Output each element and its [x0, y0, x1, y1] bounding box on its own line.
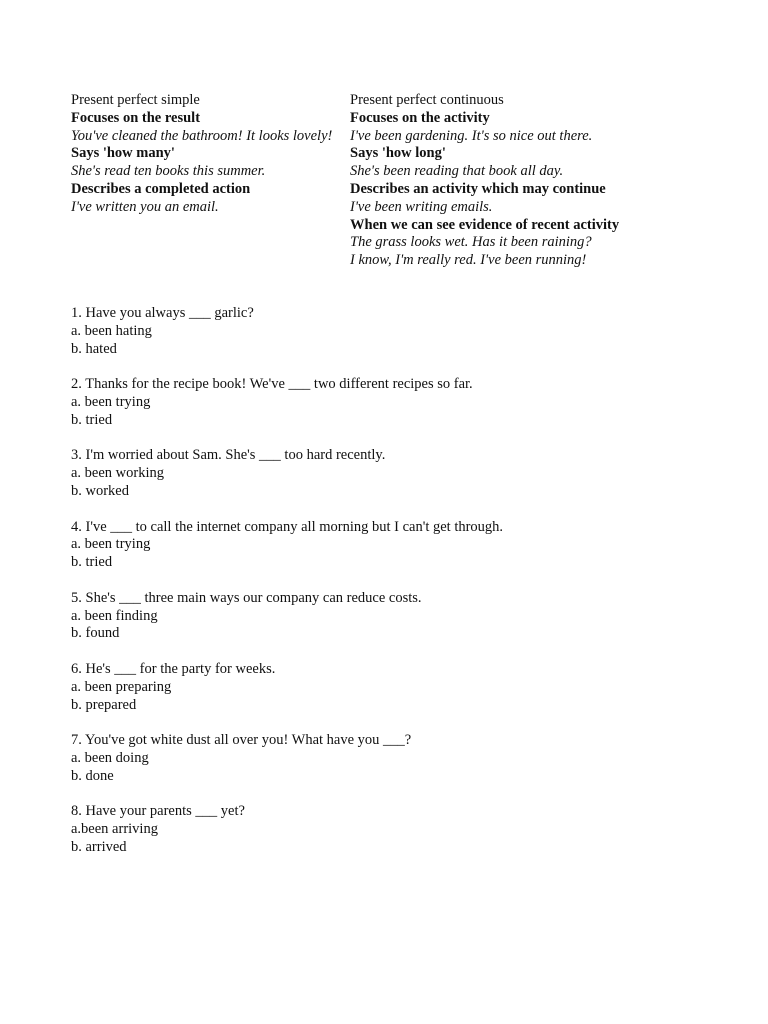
question-3	[71, 447, 711, 500]
answer-option-b: b. tried	[71, 554, 113, 571]
answer-option-b: b. hated	[71, 340, 117, 357]
answer-option-a: a. been doing	[71, 749, 149, 766]
answer-option-a: a. been working	[71, 465, 165, 482]
answer-option-a: a.been arriving	[71, 821, 158, 838]
usage-example: I've been writing emails.	[350, 198, 493, 215]
usage-example: You've cleaned the bathroom! It looks lovely!	[71, 127, 333, 144]
answer-option-b: b. worked	[71, 482, 129, 499]
question-2	[71, 376, 711, 429]
grammar-comparison-table	[71, 92, 711, 270]
usage-point: When we can see evidence of recent activity	[350, 216, 620, 233]
question-text: 5. She's ___ three main ways our company can reduce costs.	[71, 589, 422, 606]
usage-example: I've written you an email.	[71, 198, 219, 215]
question-text: 8. Have your parents ___ yet?	[71, 803, 245, 820]
column-heading: Present perfect continuous	[350, 92, 504, 108]
question-text: 3. I'm worried about Sam. She's ___ too hard recently.	[71, 447, 386, 464]
usage-point: Describes an activity which may continue	[350, 180, 606, 197]
usage-point: Focuses on the activity	[350, 109, 490, 126]
present-perfect-simple-column	[71, 92, 350, 270]
usage-example: The grass looks wet. Has it been raining?	[350, 234, 592, 251]
column-heading: Present perfect simple	[71, 92, 200, 108]
question-6	[71, 661, 711, 714]
question-text: 7. You've got white dust all over you! What have you ___?	[71, 732, 412, 749]
question-text: 2. Thanks for the recipe book! We've ___ two different recipes so far.	[71, 376, 473, 393]
usage-example: She's been reading that book all day.	[350, 163, 564, 180]
usage-example: She's read ten books this summer.	[71, 163, 266, 180]
question-1	[71, 305, 711, 358]
answer-option-a: a. been trying	[71, 536, 151, 553]
answer-option-b: b. arrived	[71, 838, 127, 855]
answer-option-a: a. been preparing	[71, 678, 172, 695]
usage-point: Describes a completed action	[71, 180, 251, 197]
answer-option-b: b. prepared	[71, 696, 137, 713]
worksheet	[71, 92, 711, 874]
usage-point: Says 'how long'	[350, 145, 446, 162]
question-text: 1. Have you always ___ garlic?	[71, 304, 254, 321]
answer-option-b: b. tried	[71, 411, 113, 428]
question-text: 4. I've ___ to call the internet company all morning but I can't get through.	[71, 518, 504, 535]
answer-option-a: a. been hating	[71, 322, 152, 339]
question-4	[71, 519, 711, 572]
answer-option-b: b. done	[71, 767, 114, 784]
answer-option-b: b. found	[71, 625, 120, 642]
answer-option-a: a. been trying	[71, 393, 151, 410]
answer-option-a: a. been finding	[71, 607, 158, 624]
usage-example: I know, I'm really red. I've been running!	[350, 252, 587, 269]
usage-example: I've been gardening. It's so nice out there.	[350, 127, 593, 144]
question-5	[71, 590, 711, 643]
quiz-section	[71, 305, 711, 857]
question-7	[71, 732, 711, 785]
present-perfect-continuous-column	[350, 92, 690, 270]
usage-point: Focuses on the result	[71, 109, 201, 126]
question-8	[71, 803, 711, 856]
question-text: 6. He's ___ for the party for weeks.	[71, 660, 276, 677]
usage-point: Says 'how many'	[71, 145, 175, 162]
